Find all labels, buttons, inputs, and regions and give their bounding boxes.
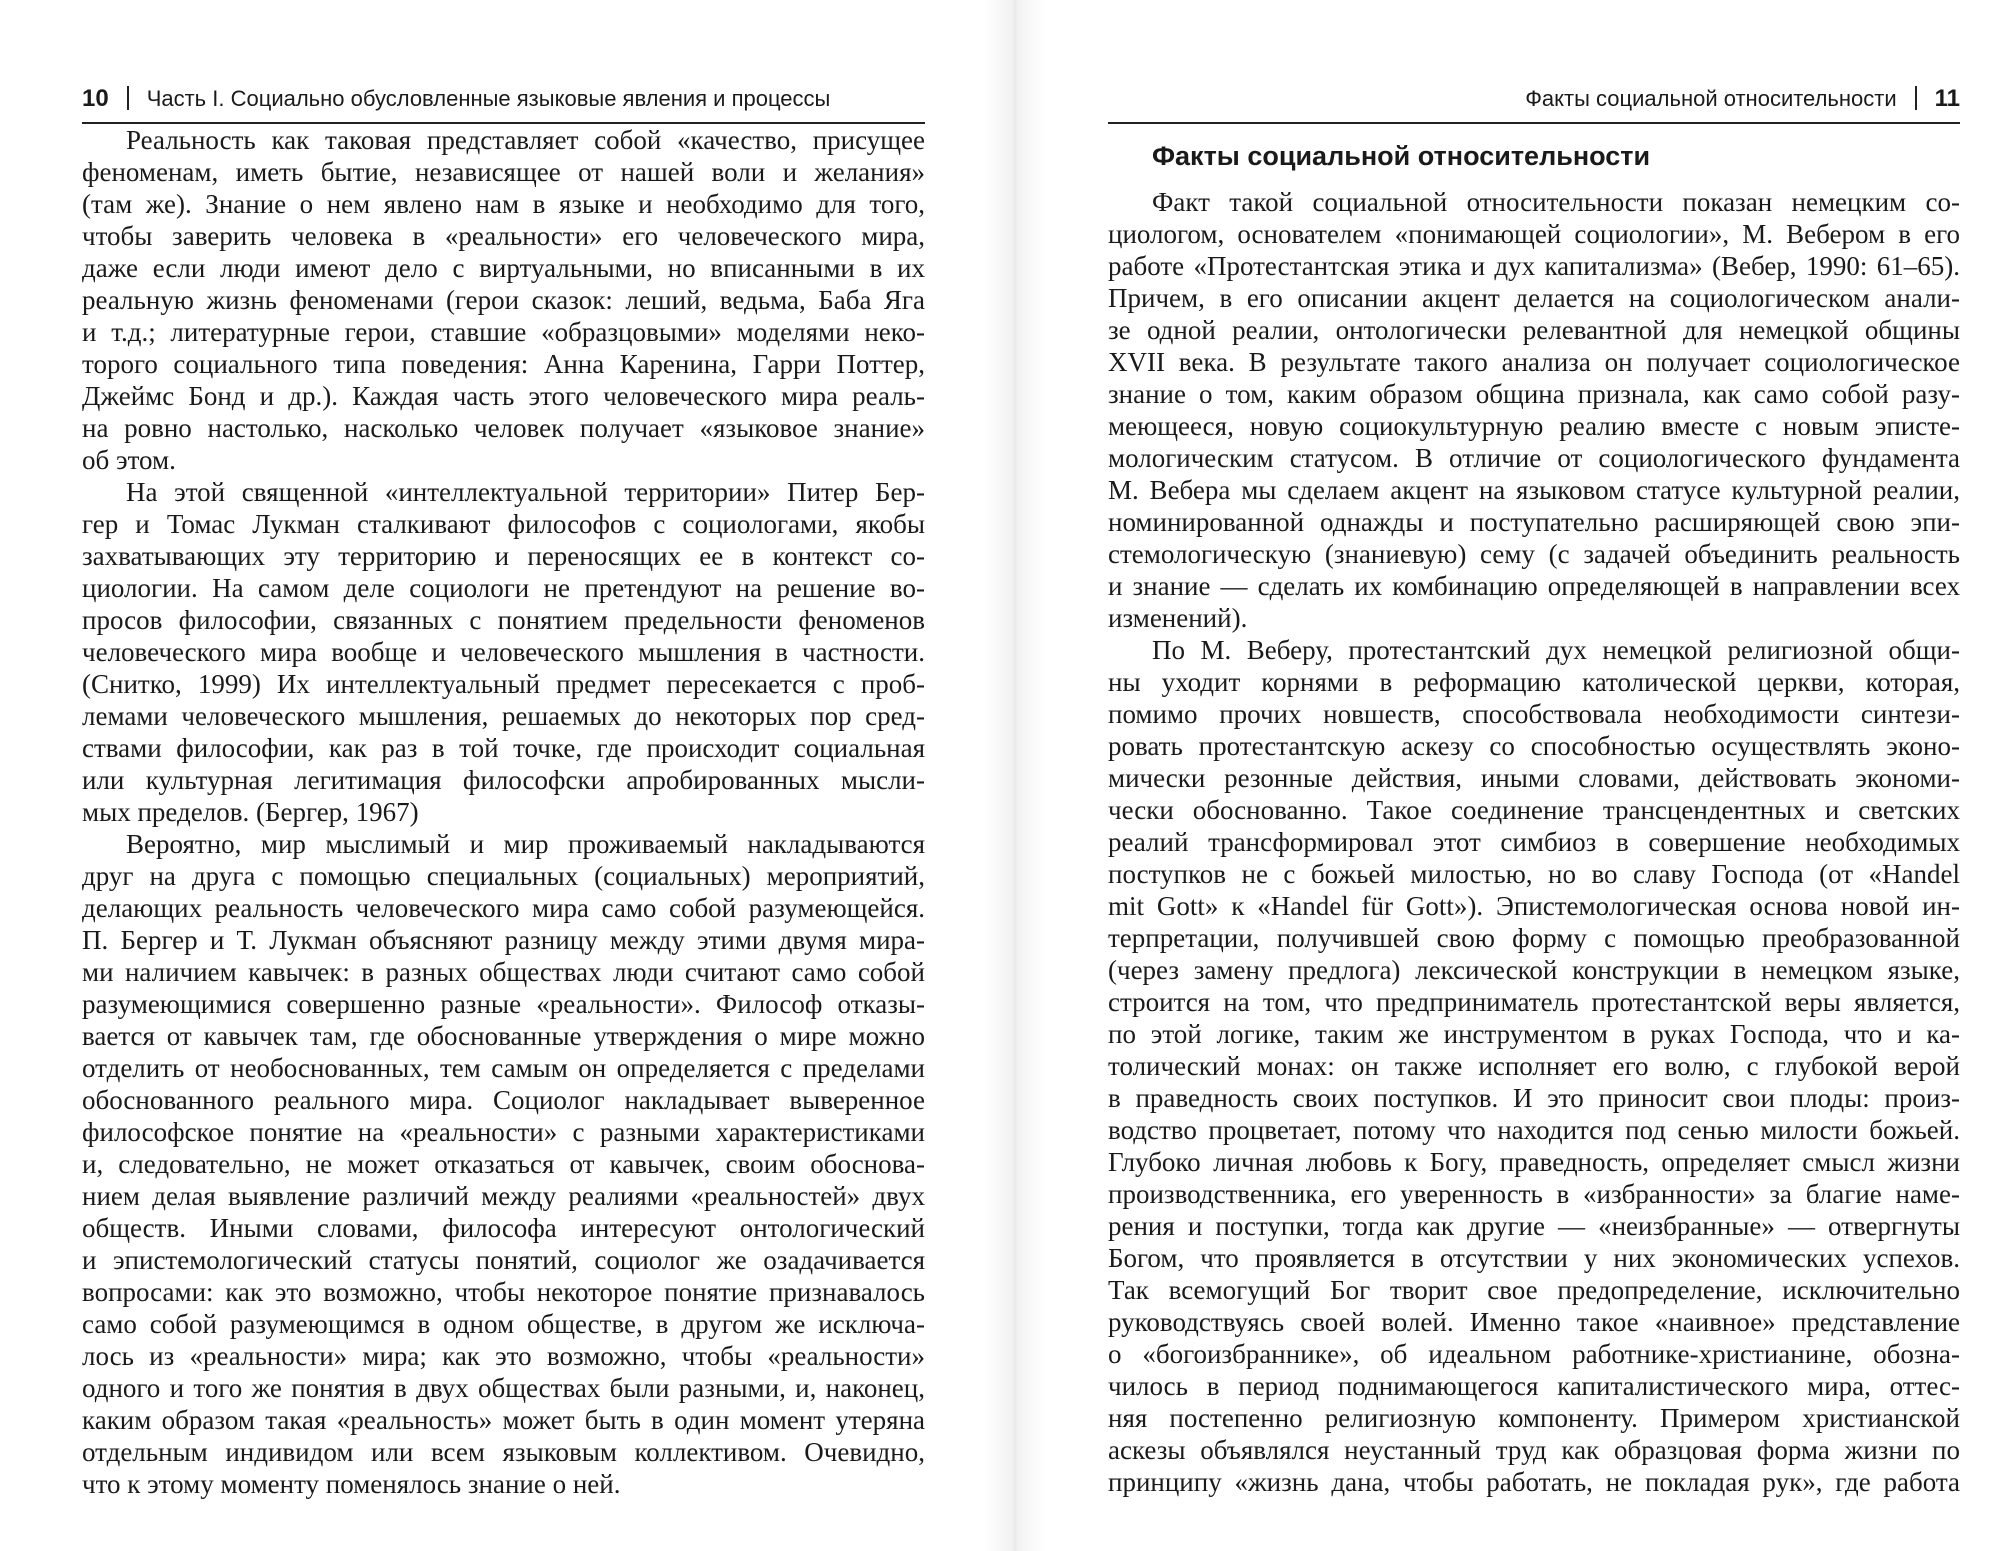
text-line: что к этому моменту поменялось знание о ней.: [82, 1469, 621, 1499]
text-line: няя постепенно религиозную компоненту. Примером христианской: [1108, 1403, 1960, 1433]
text-line: человеческого мира вообще и человеческого мышления в частности.: [82, 637, 925, 667]
text-line: производственника, его уверенность в «избранности» за благие наме-: [1108, 1179, 1960, 1209]
text-line: и, следовательно, не может отказаться от кавычек, своим обоснова-: [82, 1149, 925, 1179]
text-line: (Снитко, 1999) Их интеллектуальный предмет пересекается с проб-: [82, 669, 925, 699]
text-line: захватывающих эту территорию и переносящих ее в контекст со-: [82, 541, 925, 571]
text-line: водство процветает, потому что находится под сенью милости божьей.: [1108, 1115, 1960, 1145]
text-line: Глубоко личная любовь к Богу, праведность, определяет смысл жизни: [1108, 1147, 1960, 1177]
text-line: меющееся, новую социокультурную реалию вместе с новым эписте-: [1108, 411, 1960, 441]
text-line: нием делая выявление различий между реалиями «реальностей» двух: [82, 1181, 925, 1211]
text-line: мически резонные действия, иными словами, действовать экономи-: [1108, 763, 1960, 793]
text-line: Так всемогущий Бог творит свое предопределение, исключительно: [1108, 1275, 1960, 1305]
right-running-head: [1108, 82, 1960, 124]
text-line: По М. Веберу, протестантский дух немецкой религиозной общи-: [1152, 635, 1960, 665]
text-line: само собой разумеющимся в одном обществе, в другом же исключа-: [82, 1309, 925, 1339]
text-line: циологии. На самом деле социологи не претендуют на решение во-: [82, 573, 925, 603]
text-line: Факт такой социальной относительности показан немецким со-: [1152, 187, 1960, 217]
text-line: на ровно настолько, насколько человек получает «языковое знание»: [82, 413, 925, 443]
text-line: П. Бергер и Т. Лукман объясняют разницу между этими двумя мира-: [82, 925, 925, 955]
text-line: ствами философии, как раз в той точке, где происходит социальная: [82, 733, 925, 763]
text-line: Джеймс Бонд и др.). Каждая часть этого человеческого мира реаль-: [82, 381, 925, 411]
left-page: [82, 0, 925, 1551]
text-line: Богом, что проявляется в отсутствии у них экономических успехов.: [1108, 1243, 1960, 1273]
text-line: даже если люди имеют дело с виртуальными, но вписанными в их: [82, 253, 925, 283]
text-line: стемологическую (знаниевую) сему (с задачей объединить реальность: [1108, 539, 1960, 569]
text-line: На этой священной «интеллектуальной территории» Питер Бер-: [126, 477, 925, 507]
text-line: отделить от необоснованных, тем самым он определяется с пределами: [82, 1053, 925, 1083]
text-line: феноменам, иметь бытие, независящее от нашей воли и желания»: [82, 157, 925, 187]
right-page-number: 11: [1934, 85, 1960, 112]
text-line: аскезы объявлялся неустанный труд как образцовая форма жизни по: [1108, 1435, 1960, 1465]
text-line: ны уходит корнями в реформацию католической церкви, которая,: [1108, 667, 1960, 697]
text-line: и т.д.; литературные герои, ставшие «образцовыми» моделями неко-: [82, 317, 925, 347]
running-head-separator: [1915, 86, 1917, 110]
text-line: реалий трансформировал этот симбиоз в совершение необходимых: [1108, 827, 1960, 857]
text-line: Вероятно, мир мыслимый и мир проживаемый накладываются: [126, 829, 925, 859]
right-page: [1108, 0, 1960, 1551]
text-line: чески обоснованно. Такое соединение трансцендентных и светских: [1108, 795, 1960, 825]
text-line: лось из «реальности» мира; как это возможно, чтобы «реальности»: [82, 1341, 925, 1371]
text-line: зе одной реалии, онтологически релевантной для немецкой общины: [1108, 315, 1960, 345]
text-line: просов философии, связанных с понятием предельности феноменов: [82, 605, 925, 635]
text-line: вается от кавычек там, где обоснованные утверждения о мире можно: [82, 1021, 925, 1051]
text-line: по этой логике, таким же инструментом в руках Господа, что и ка-: [1108, 1019, 1960, 1049]
text-line: делающих реальность человеческого мира само собой разумеющейся.: [82, 893, 925, 923]
text-line: в праведность своих поступков. И это приносит свои плоды: произ-: [1108, 1083, 1960, 1113]
text-line: или культурная легитимация философски апробированных мысли-: [82, 765, 925, 795]
text-line: и эпистемологический статусы понятий, социолог же озадачивается: [82, 1245, 925, 1275]
text-line: торого социального типа поведения: Анна Каренина, Гарри Поттер,: [82, 349, 925, 379]
text-line: (через замену предлога) лексической конструкции в немецком языке,: [1108, 955, 1960, 985]
text-line: разумеющимися совершенно разные «реальности». Философ отказы-: [82, 989, 925, 1019]
text-line: и знание — сделать их комбинацию определяющей в направлении всех: [1108, 571, 1960, 601]
text-line: mit Gott» к «Handel für Gott»). Эпистемологическая основа новой ин-: [1108, 891, 1960, 921]
text-line: ровать протестантскую аскезу со способностью осуществлять эконо-: [1108, 731, 1960, 761]
text-line: вопросами: как это возможно, чтобы некоторое понятие признавалось: [82, 1277, 925, 1307]
text-line: лемами человеческого мышления, решаемых до некоторых пор сред-: [82, 701, 925, 731]
text-line: терпретации, получившей свою форму с помощью преобразованной: [1108, 923, 1960, 953]
text-line: о «богоизбраннике», об идеальном работнике-христианине, обозна-: [1108, 1339, 1960, 1369]
book-gutter: [985, 0, 1045, 1551]
left-running-head: [82, 82, 925, 124]
section-title: Факты социальной относительности: [1152, 141, 1651, 171]
text-line: реальную жизнь феноменами (герои сказок: леший, ведьма, Баба Яга: [82, 285, 925, 315]
right-body-text: [1108, 186, 1960, 1498]
text-line: об этом.: [82, 445, 176, 475]
text-line: строится на том, что предприниматель протестантской веры является,: [1108, 987, 1960, 1017]
running-head-separator: [127, 86, 129, 110]
text-line: обществ. Иными словами, философа интересуют онтологический: [82, 1213, 925, 1243]
text-line: изменений).: [1108, 603, 1248, 633]
text-line: Реальность как таковая представляет собой «качество, присущее: [126, 125, 925, 155]
left-body-text: [82, 124, 925, 1500]
text-line: М. Вебера мы сделаем акцент на языковом статусе культурной реалии,: [1108, 475, 1960, 505]
text-line: одного и того же понятия в двух обществах были разными, и, наконец,: [82, 1373, 925, 1403]
text-line: отдельным индивидом или всем языковым коллективом. Очевидно,: [82, 1437, 925, 1467]
text-line: циологом, основателем «понимающей социологии», М. Вебером в его: [1108, 219, 1960, 249]
text-line: обоснованного реального мира. Социолог накладывает выверенное: [82, 1085, 925, 1115]
left-running-head-title: Часть I. Социально обусловленные языковые явления и процессы: [146, 86, 831, 111]
left-page-number: 10: [82, 85, 109, 112]
text-line: Причем, в его описании акцент делается на социологическом анали-: [1108, 283, 1960, 313]
text-line: друг на друга с помощью специальных (социальных) мероприятий,: [82, 861, 925, 891]
text-line: знание о том, каким образом община признала, как само собой разу-: [1108, 379, 1960, 409]
text-line: мых пределов. (Бергер, 1967): [82, 797, 419, 827]
text-line: чтобы заверить человека в «реальности» его человеческого мира,: [82, 221, 925, 251]
text-line: ми наличием кавычек: в разных обществах люди считают само собой: [82, 957, 925, 987]
text-line: помимо прочих новшеств, способствовала необходимости синтези-: [1108, 699, 1960, 729]
text-line: гер и Томас Лукман сталкивают философов с социологами, якобы: [82, 509, 925, 539]
text-line: номинированной однажды и поступательно расширяющей свою эпи-: [1108, 507, 1960, 537]
right-running-head-title: Факты социальной относительности: [1525, 86, 1897, 111]
text-line: руководствуясь своей волей. Именно такое «наивное» представление: [1108, 1307, 1960, 1337]
text-line: чилось в период поднимающегося капиталистического мира, оттес-: [1108, 1371, 1960, 1401]
text-line: принципу «жизнь дана, чтобы работать, не покладая рук», где работа: [1108, 1467, 1960, 1497]
text-line: философское понятие на «реальности» с разными характеристиками: [82, 1117, 925, 1147]
text-line: каким образом такая «реальность» может быть в один момент утеряна: [82, 1405, 925, 1435]
text-line: толический монах: он также исполняет его волю, с глубокой верой: [1108, 1051, 1960, 1081]
text-line: (там же). Знание о нем явлено нам в языке и необходимо для того,: [82, 189, 925, 219]
text-line: рения и поступки, тогда как другие — «неизбранные» — отвергнуты: [1108, 1211, 1960, 1241]
text-line: поступков не с божьей милостью, но во славу Господа (от «Handel: [1108, 859, 1960, 889]
text-line: работе «Протестантская этика и дух капитализма» (Вебер, 1990: 61–65).: [1108, 251, 1960, 281]
text-line: XVII века. В результате такого анализа он получает социологическое: [1108, 347, 1960, 377]
text-line: мологическим статусом. В отличие от социологического фундамента: [1108, 443, 1960, 473]
